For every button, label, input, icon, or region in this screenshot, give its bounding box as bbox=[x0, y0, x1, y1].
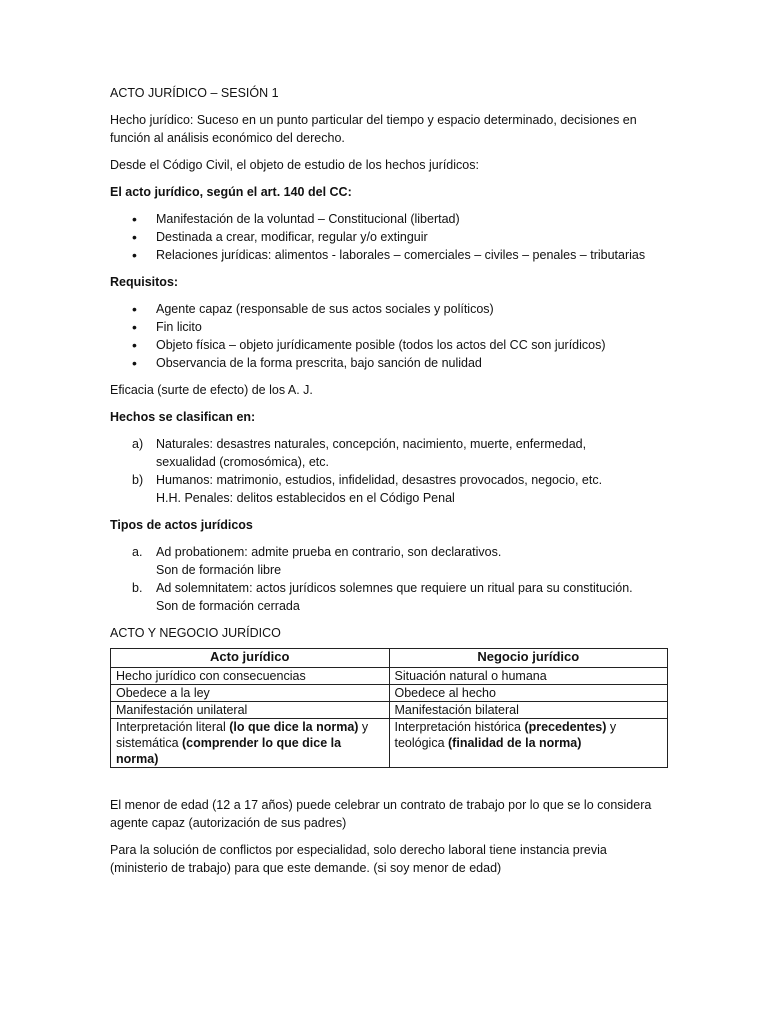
list-item-line: Ad probationem: admite prueba en contrario, son declarativos. bbox=[156, 545, 502, 559]
table-header-cell: Negocio jurídico bbox=[389, 649, 668, 668]
requisitos-list bbox=[110, 300, 662, 372]
table-cell: Hecho jurídico con consecuencias bbox=[111, 668, 390, 685]
table-header-row bbox=[111, 649, 668, 668]
list-item-line: Son de formación cerrada bbox=[156, 599, 300, 613]
table-cell bbox=[389, 719, 668, 768]
list-item-line: H.H. Penales: delitos establecidos en el Código Penal bbox=[156, 491, 455, 505]
cell-text: sistemática bbox=[116, 736, 182, 750]
cell-bold-text: (precedentes) bbox=[524, 720, 607, 734]
table-cell: Manifestación unilateral bbox=[111, 702, 390, 719]
menor-edad-paragraph: El menor de edad (12 a 17 años) puede celebrar un contrato de trabajo por lo que se lo considera agente capaz (autorización de sus padres) bbox=[110, 798, 652, 830]
table-header-cell: Acto jurídico bbox=[111, 649, 390, 668]
tipos-actos-heading: Tipos de actos jurídicos bbox=[110, 518, 253, 532]
hechos-clasificacion-heading: Hechos se clasifican en: bbox=[110, 410, 256, 424]
cell-text: Interpretación literal bbox=[116, 720, 230, 734]
codigo-civil-intro: Desde el Código Civil, el objeto de estudio de los hechos jurídicos: bbox=[110, 158, 479, 172]
table-row bbox=[111, 685, 668, 702]
acto-negocio-heading: ACTO Y NEGOCIO JURÍDICO bbox=[110, 626, 281, 640]
acto-negocio-table bbox=[110, 648, 668, 768]
list-item: • Fin licito bbox=[110, 318, 662, 336]
list-item-line: Naturales: desastres naturales, concepción, nacimiento, muerte, enfermedad, bbox=[156, 437, 587, 451]
table-cell bbox=[111, 719, 390, 768]
document-page bbox=[110, 84, 662, 886]
table-row bbox=[111, 719, 668, 768]
tipos-actos-list bbox=[110, 543, 662, 615]
table-row bbox=[111, 668, 668, 685]
solucion-conflictos-paragraph: Para la solución de conflictos por especialidad, solo derecho laboral tiene instancia previa (ministerio de trabajo) para que este demande. (si soy menor de edad) bbox=[110, 843, 607, 875]
list-marker: a) bbox=[132, 437, 144, 451]
cell-bold-text: (lo que dice la norma) bbox=[229, 720, 359, 734]
list-item bbox=[110, 435, 662, 471]
list-item bbox=[110, 471, 662, 507]
list-item-line: Son de formación libre bbox=[156, 563, 282, 577]
eficacia-line: Eficacia (surte de efecto) de los A. J. bbox=[110, 383, 313, 397]
table-cell: Manifestación bilateral bbox=[389, 702, 668, 719]
acto-juridico-heading: El acto jurídico, según el art. 140 del CC: bbox=[110, 185, 352, 199]
list-item: • Objeto física – objeto jurídicamente posible (todos los actos del CC son jurídicos) bbox=[110, 336, 662, 354]
cell-text: y bbox=[358, 720, 369, 734]
table-cell: Obedece a la ley bbox=[111, 685, 390, 702]
list-item: • Manifestación de la voluntad – Constitucional (libertad) bbox=[110, 210, 662, 228]
list-item: • Observancia de la forma prescrita, bajo sanción de nulidad bbox=[110, 354, 662, 372]
acto-juridico-list bbox=[110, 210, 662, 264]
hecho-juridico-definition: Hecho jurídico: Suceso en un punto particular del tiempo y espacio determinado, decisiones en función al análisis económico del derecho. bbox=[110, 113, 637, 145]
list-marker: b. bbox=[132, 581, 143, 595]
requisitos-heading: Requisitos: bbox=[110, 275, 179, 289]
list-item-line: Humanos: matrimonio, estudios, infidelidad, desastres provocados, negocio, etc. bbox=[156, 473, 603, 487]
list-item: • Relaciones jurídicas: alimentos - laborales – comerciales – civiles – penales – tributarias bbox=[110, 246, 662, 264]
list-item: • Destinada a crear, modificar, regular y/o extinguir bbox=[110, 228, 662, 246]
list-marker: a. bbox=[132, 545, 143, 559]
hechos-clasificacion-list bbox=[110, 435, 662, 507]
list-item-line: Ad solemnitatem: actos jurídicos solemnes que requiere un ritual para su constitución. bbox=[156, 581, 633, 595]
cell-bold-text: (finalidad de la norma) bbox=[448, 736, 582, 750]
document-title: ACTO JURÍDICO – SESIÓN 1 bbox=[110, 86, 279, 100]
table-row bbox=[111, 702, 668, 719]
list-item-line: sexualidad (cromosómica), etc. bbox=[156, 455, 329, 469]
table-cell: Obedece al hecho bbox=[389, 685, 668, 702]
cell-text: y bbox=[606, 720, 617, 734]
cell-text: teológica bbox=[394, 736, 449, 750]
list-marker: b) bbox=[132, 473, 144, 487]
cell-bold-text: (comprender lo que dice la norma) bbox=[116, 736, 342, 766]
table-cell: Situación natural o humana bbox=[389, 668, 668, 685]
list-item: • Agente capaz (responsable de sus actos sociales y políticos) bbox=[110, 300, 662, 318]
list-item bbox=[110, 579, 662, 615]
list-item bbox=[110, 543, 662, 579]
cell-text: Interpretación histórica bbox=[394, 720, 525, 734]
